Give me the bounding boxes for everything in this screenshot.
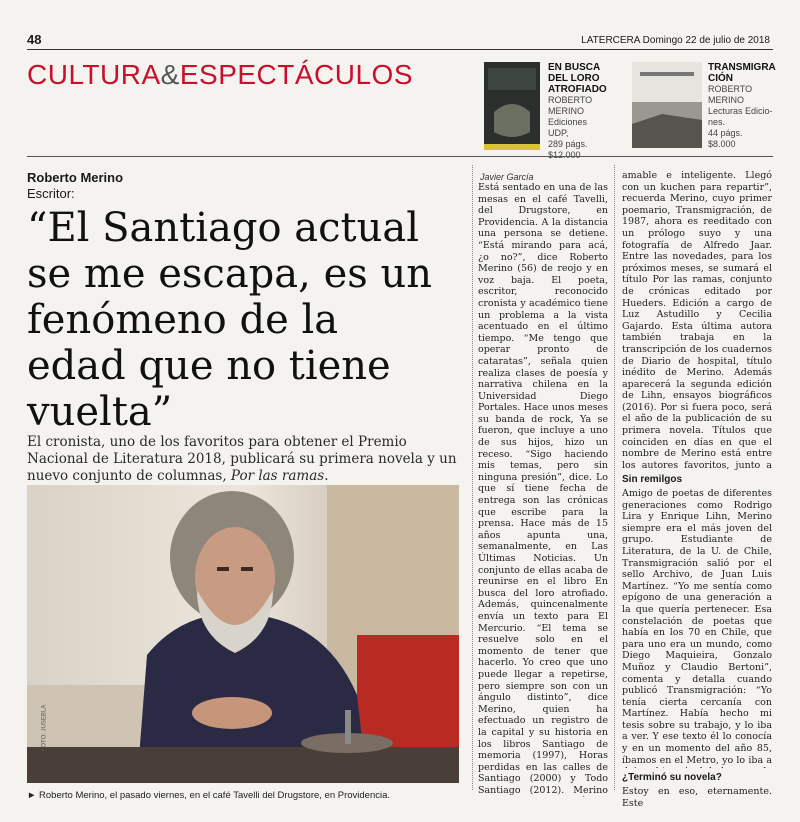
interview-question: ¿Terminó su novela? bbox=[622, 772, 722, 783]
book-1-title-line-1: EN BUSCA bbox=[548, 62, 601, 73]
section-title-part1: CULTURA bbox=[27, 59, 161, 90]
lead-end: . bbox=[324, 468, 329, 484]
book-box-2 bbox=[632, 62, 777, 152]
book-2-info-line-4: nes. bbox=[708, 117, 726, 127]
subheading: Sin remilgos bbox=[622, 474, 683, 485]
lead-book-title: Por las ramas bbox=[230, 468, 325, 484]
book-cover-1 bbox=[484, 62, 540, 150]
book-1-title-line-3: ATROFIADO bbox=[548, 84, 607, 95]
book-2-info-line-2: MERINO bbox=[708, 95, 744, 105]
book-2-info-line-1: ROBERTO bbox=[708, 84, 753, 94]
body-column-2c-text: Estoy en eso, eternamente. Este bbox=[622, 786, 772, 809]
page-number: 48 bbox=[27, 32, 42, 47]
book-cover-2 bbox=[632, 62, 702, 148]
book-1-info-line-1: ROBERTO bbox=[548, 95, 593, 105]
publication-date: LATERCERA Domingo 22 de julio de 2018 bbox=[581, 35, 770, 46]
interviewee-name: Roberto Merino bbox=[27, 170, 124, 185]
section-ampersand: & bbox=[160, 59, 180, 90]
lead-paragraph bbox=[27, 434, 457, 485]
headline: “El Santiago actual se me escapa, es un fenómeno de la edad que no tiene vuelta” bbox=[27, 205, 432, 435]
book-1-info-line-2: MERINO bbox=[548, 106, 584, 116]
book-2-info-line-6: $8.000 bbox=[708, 139, 736, 149]
body-column-2-text: amable e inteligente. Llegó con un kuchen para repartir”, recuerda Merino, cuyo primer poemario, Transmigración, de 1987, ahora es reeditado con un prólogo suyo y una fotografía de Alfredo Jaar. Entre las novedades, para los próximos meses, se sumará el título Por las ramas, conjunto de crónicas editado por Hueders. Edición a cargo de Luz Astudillo y Cecilia Gajardo. Esta última autora también trabaja en la transcripción de los cuadernos de Diario de hospital, título inédito de Merino. Además aparecerá la segunda edición de Lihn, ensayos biográficos (2016). Por si fuera poco, será el año de la publicación de su primera novela. Títulos que coinciden en días en que el nombre de Merino está entre los autores favoritos, junto a bbox=[622, 170, 772, 470]
photo-credit: FOTO: JUSEBLA bbox=[41, 704, 48, 752]
body-column-2b-text: Amigo de poetas de diferentes generaciones como Rodrigo Lira y Enrique Lihn, Merino siempre era el más joven del grupo. Estudiante de Literatura, de la U. de Chile, Transmigración salió por el sello Archivo, de Juan Luis Martínez. “Yo me sentía como epígono de una generación a la que quería pertenecer. Esa constelación de poetas que había en los 70 en Chile, que para uno era un mundo, como Diego Maquieira, Gonzalo Muñoz y Claudio Bertoni”, comenta y detalla cuando publicó Transmigración: “Yo tenía cierta cercanía con Martínez. Había hecho mi tesis sobre su trabajo, y lo iba a ver. Y ese texto él lo conocía y en un momento del año 85, íbamos en el Metro, yo lo iba a bbox=[622, 488, 772, 766]
photo-caption: ► Roberto Merino, el pasado viernes, en el café Tavelli del Drugstore, en Providencia. bbox=[27, 790, 391, 801]
portrait-illustration bbox=[27, 485, 459, 783]
interviewee-role: Escritor: bbox=[27, 186, 75, 201]
column-divider-1 bbox=[472, 165, 473, 790]
section-title-part2: ESPECTÁCULOS bbox=[179, 59, 414, 90]
book-1-title-line-2: DEL LORO bbox=[548, 73, 600, 84]
body-column-2b bbox=[622, 488, 772, 768]
book-1-info-line-5: $12.000 bbox=[548, 150, 581, 160]
book-1-info-line-4: 289 págs. bbox=[548, 139, 588, 149]
portrait-photo bbox=[27, 485, 459, 783]
book-1-info-line-3: Ediciones UDP, bbox=[548, 117, 588, 138]
lead-text: El cronista, uno de los favoritos para obtener el Premio Nacional de Literatura 2018, publicará su primera novela y un nuevo conjunto de columnas, bbox=[27, 434, 457, 484]
header-rule bbox=[27, 49, 773, 50]
body-column-2c bbox=[622, 786, 772, 809]
column-divider-2 bbox=[614, 165, 615, 790]
body-column-1 bbox=[478, 182, 608, 797]
book-2-title-line-2: CIÓN bbox=[708, 73, 733, 84]
body-column-1-text: Está sentado en una de las mesas en el café Tavelli, del Drugstore, en Providencia. A la distancia una persona se detiene. “Está mirando para acá, ¿o no?”, dice Roberto Merino (56) de reojo y en voz baja. El poeta, escritor, reconocido cronista y académico tiene un problema a la vista acentuado en el último tiempo. “Me tengo que operar pronto de cataratas”, señala quien realiza clases de poesía y narrativa chilena en la Universidad Diego Portales. Hace unos meses su banda de rock, Ya se fueron, que incluye a uno de sus hijos, hizo un receso. “Sigo haciendo mis temas, pero sin ninguna presión”, dice. Lo que sí tiene fecha de entrega son las crónicas que escribe para la prensa. Hace más de 15 años apunta una, semanalmente, en Las Últimas Noticias. Un conjunto de ellas acaba de reunirse en el libro En busca del loro atrofiado. Además, quincenalmente envía un texto para El Mercurio. “El tema se resuelve solo en el momento de tener que hacerlo. Yo creo que uno puede llegar a repetirse, pero siempre son con un ángulo distinto”, dice Merino, quien ha efectuado un registro de la capital y su historia en los libros Santiago de memoria (1997), Horas perdidas en las calles de Santiago (2000) y Todo Santiago (2012). Merino bbox=[478, 182, 608, 796]
book-2-title-line-1: TRANSMIGRA bbox=[708, 62, 776, 73]
book-2-info-line-3: Lecturas Edicio- bbox=[708, 106, 773, 116]
article-top-rule bbox=[27, 156, 773, 157]
body-column-2 bbox=[622, 170, 772, 470]
book-box-1 bbox=[484, 62, 609, 160]
byline: Javier García bbox=[480, 172, 534, 182]
section-title bbox=[27, 59, 413, 91]
book-2-info-line-5: 44 págs. bbox=[708, 128, 743, 138]
